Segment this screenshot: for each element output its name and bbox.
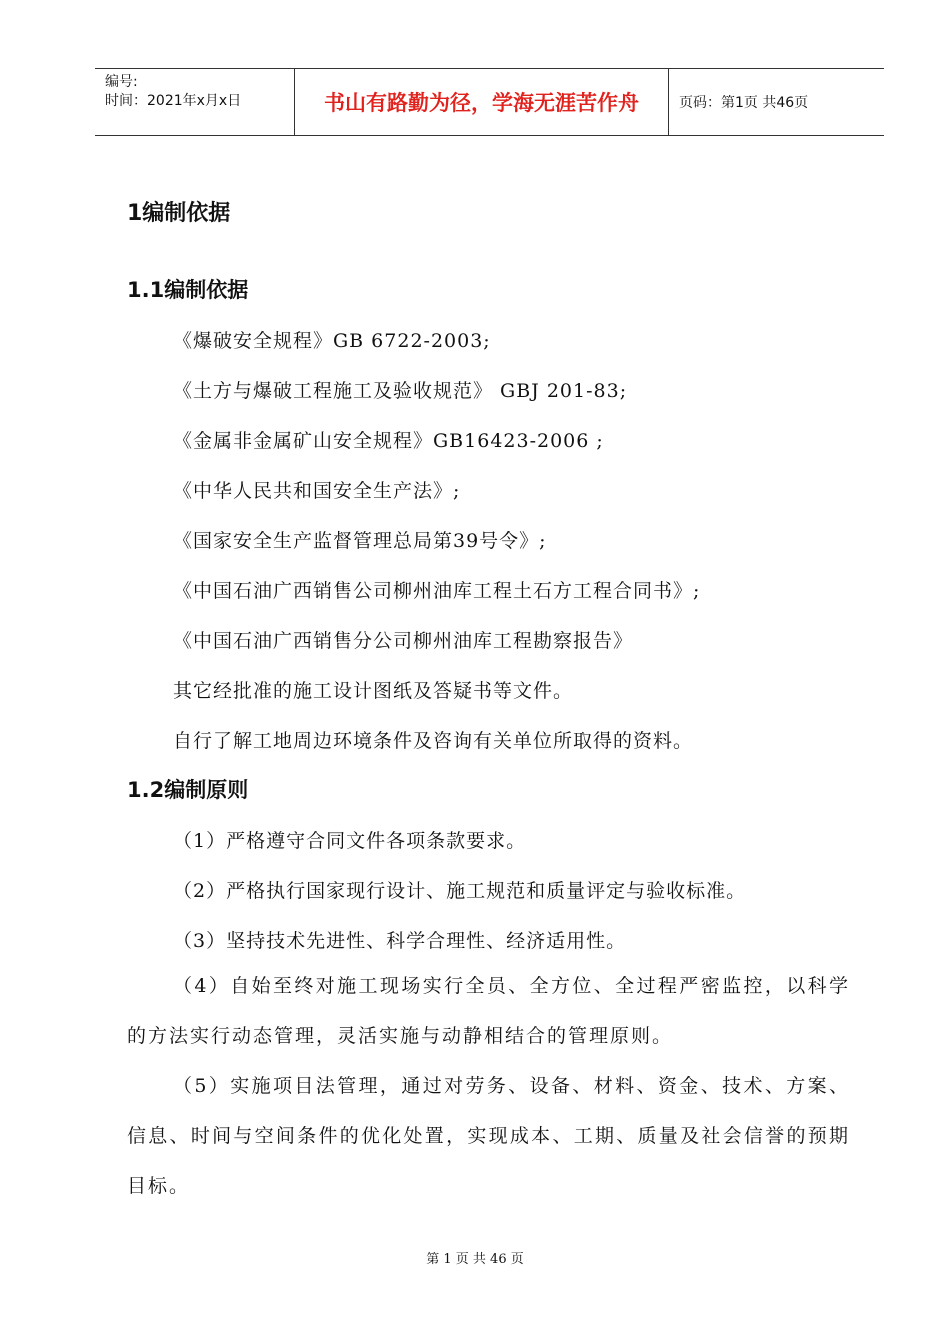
header-meta — [95, 69, 295, 135]
section-title-1-1: 1.1编制依据 — [127, 278, 249, 302]
basis-item: 自行了解工地周边环境条件及咨询有关单位所取得的资料。 — [173, 730, 694, 752]
basis-item: 《中华人民共和国安全生产法》; — [173, 480, 461, 502]
basis-item: 《金属非金属矿山安全规程》GB16423-2006 ; — [173, 430, 604, 452]
principle-item: （3）坚持技术先进性、科学合理性、经济适用性。 — [173, 930, 627, 952]
header-page-label: 页码：第1页 共46页 — [679, 95, 809, 111]
serial-label: 编号: — [105, 74, 138, 90]
principle-item: （1）严格遵守合同文件各项条款要求。 — [173, 830, 527, 852]
basis-item: 《中国石油广西销售分公司柳州油库工程勘察报告》 — [173, 630, 634, 652]
basis-item: 《爆破安全规程》GB 6722-2003; — [173, 330, 491, 352]
principle-paragraph: （4）自始至终对施工现场实行全员、全方位、全过程严密监控，以科学的方法实行动态管理，灵活实施与动静相结合的管理原则。 — [127, 975, 850, 1047]
basis-item: 《中国石油广西销售公司柳州油库工程土石方工程合同书》; — [173, 580, 701, 602]
principle-paragraph: （5）实施项目法管理，通过对劳务、设备、材料、资金、技术、方案、信息、时间与空间条件的优化处置，实现成本、工期、质量及社会信誉的预期目标。 — [127, 1075, 850, 1197]
header-motto: 书山有路勤为径，学海无涯苦作舟 — [295, 69, 669, 135]
section-title-1: 1编制依据 — [127, 201, 231, 226]
basis-item: 《国家安全生产监督管理总局第39号令》; — [173, 530, 547, 552]
basis-item: 《土方与爆破工程施工及验收规范》 GBJ 201-83; — [173, 380, 628, 402]
time-label: 时间：2021年x月x日 — [105, 93, 242, 109]
principle-item: （2）严格执行国家现行设计、施工规范和质量评定与验收标准。 — [173, 880, 747, 902]
section-title-1-2: 1.2编制原则 — [127, 778, 249, 802]
page-footer: 第 1 页 共 46 页 — [426, 1252, 524, 1267]
page-header — [95, 68, 884, 136]
basis-item: 其它经批准的施工设计图纸及答疑书等文件。 — [173, 680, 574, 702]
